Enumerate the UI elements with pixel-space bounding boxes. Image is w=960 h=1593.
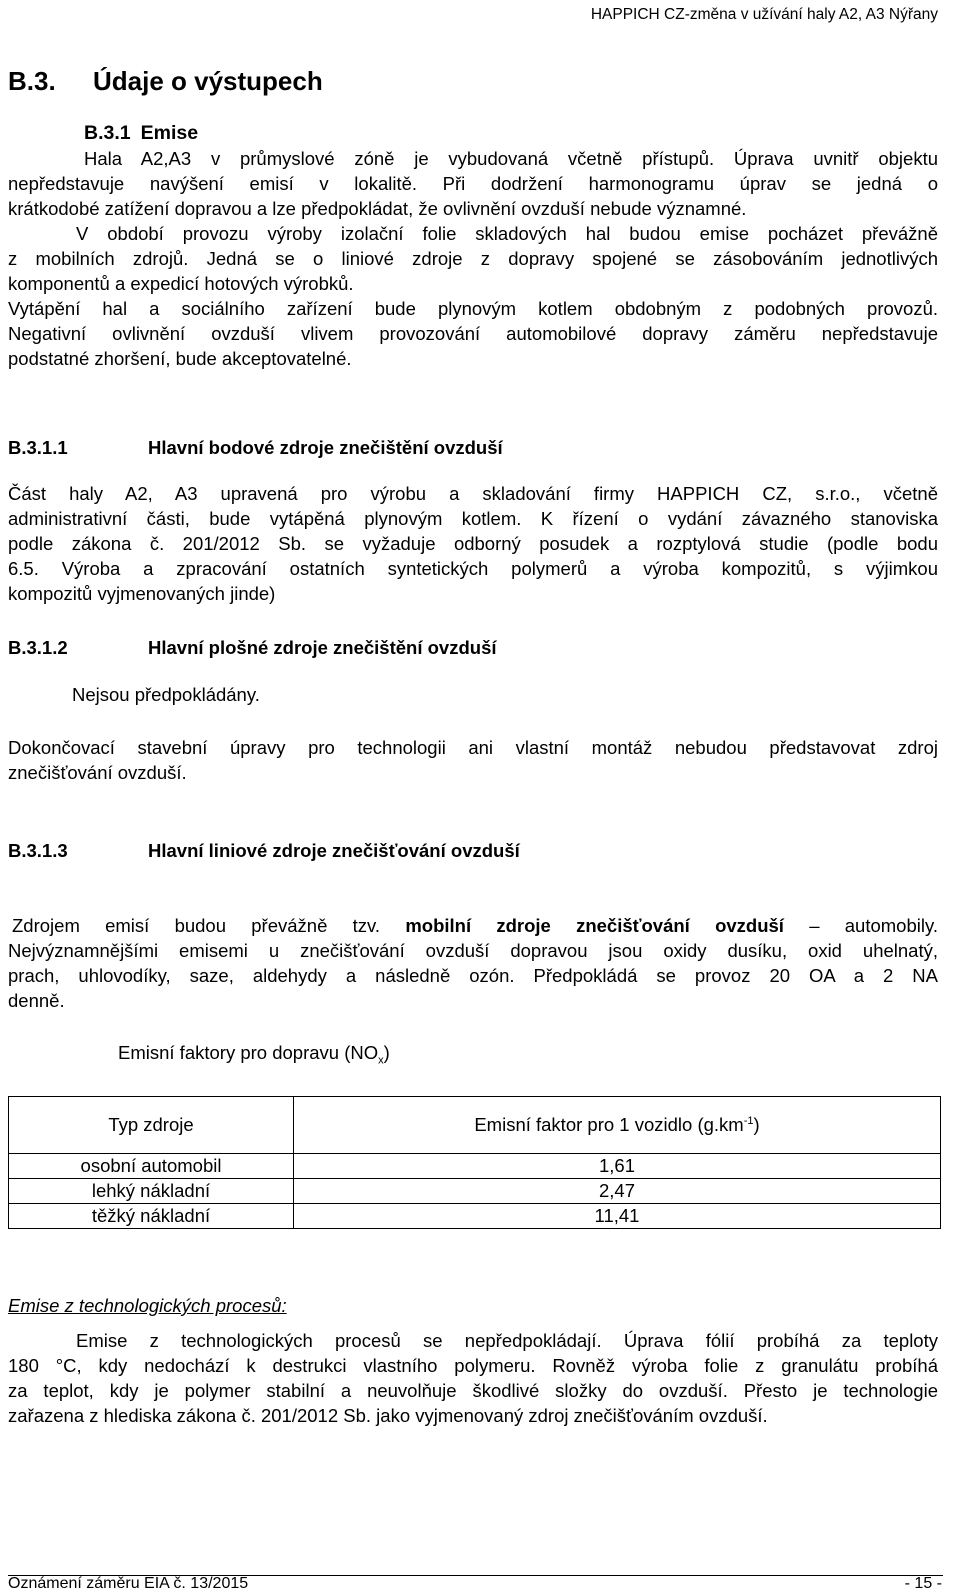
running-header: HAPPICH CZ-změna v užívání haly A2, A3 Nýřany [590, 6, 938, 23]
table-row [9, 1154, 941, 1179]
text-line: Negativní ovlivnění ovzduší vlivem provozování automobilové dopravy záměru nepředstavuje [8, 323, 938, 344]
text-line: prach, uhlovodíky, saze, aldehydy a následně ozón. Předpokládá se provoz 20 OA a 2 NA [8, 965, 938, 986]
text-line: komponentů a expedicí hotových výrobků. [8, 273, 354, 294]
table-caption [118, 1042, 390, 1067]
subsection-number: B.3.1 [84, 122, 131, 144]
subsection-heading [84, 122, 198, 145]
header-superscript: -1 [743, 1114, 754, 1127]
text-line: Část haly A2, A3 upravená pro výrobu a skladování firmy HAPPICH CZ, s.r.o., včetně [8, 483, 938, 504]
heading-number: B.3.1.2 [8, 637, 68, 658]
table-row [9, 1204, 941, 1229]
cell-type: lehký nákladní [9, 1179, 294, 1204]
footer-page-number: - 15 - [904, 1575, 942, 1592]
heading-title: Hlavní bodové zdroje znečištění ovzduší [148, 437, 503, 458]
text-line: nepředstavuje navýšení emisí v lokalitě. Při dodržení harmonogramu úprav se jedná o [8, 173, 938, 194]
intro-paragraph [8, 146, 938, 371]
caption-subscript: x [378, 1054, 384, 1067]
area-sources-note: Nejsou předpokládány. [72, 684, 260, 705]
text-line: kompozitů vyjmenovaných jinde) [8, 583, 276, 604]
table-header-row [9, 1097, 941, 1154]
heading-number: B.3.1.1 [8, 437, 68, 458]
text-line: Vytápění hal a sociálního zařízení bude plynovým kotlem obdobným z podobných provozů. [8, 298, 938, 319]
paragraph-line-sources [8, 913, 938, 1013]
section-number: B.3. [8, 66, 56, 96]
footer-document-id: Oznámení záměru EIA č. 13/2015 [8, 1575, 249, 1592]
cell-factor: 2,47 [294, 1179, 941, 1204]
text-line: Dokončovací stavební úpravy pro technologii ani vlastní montáž nebudou představovat zdroj [8, 737, 938, 758]
text-line: za teplot, kdy je polymer stabilní a neuvolňuje škodlivé složky do ovzduší. Přesto je technologie [8, 1380, 938, 1401]
cell-factor: 11,41 [294, 1204, 941, 1229]
heading-b3-1-2 [8, 637, 497, 659]
text-line: Emise z technologických procesů se nepředpokládají. Úprava fólií probíhá za teploty [76, 1330, 938, 1351]
column-header-factor [294, 1097, 941, 1154]
cell-type: těžký nákladní [9, 1204, 294, 1229]
heading-b3-1-1 [8, 437, 503, 459]
text-line: z mobilních zdrojů. Jedná se o liniové zdroje z dopravy spojené se zásobováním jednotlivých [8, 248, 938, 269]
caption-text-end: ) [383, 1042, 390, 1063]
tech-emissions-heading: Emise z technologických procesů: [8, 1295, 287, 1316]
header-text: Emisní faktor pro 1 vozidlo (g.km [474, 1114, 744, 1135]
header-text-end: ) [753, 1114, 760, 1135]
text-line: administrativní části, bude vytápěná plynovým kotlem. K řízení o vydání závazného stanoviska [8, 508, 938, 529]
text-line [8, 913, 938, 938]
section-heading [8, 66, 323, 97]
subsection-title: Emise [140, 122, 199, 144]
paragraph-area-sources [8, 735, 938, 785]
table-row [9, 1179, 941, 1204]
text-line: podle zákona č. 201/2012 Sb. se vyžaduje odborný posudek a rozptylová studie (podle bodu [8, 533, 938, 554]
text-line: Hala A2,A3 v průmyslové zóně je vybudovaná včetně přístupů. Úprava uvnitř objektu [84, 148, 938, 169]
bold-run: mobilní zdroje znečišťování ovzduší [405, 915, 784, 936]
cell-factor: 1,61 [294, 1154, 941, 1179]
text-line: zařazena z hlediska zákona č. 201/2012 Sb. jako vyjmenovaný zdroj znečišťováním ovzduší. [8, 1405, 768, 1426]
heading-b3-1-3 [8, 840, 520, 862]
text-run: Zdrojem emisí budou převážně tzv. [12, 915, 406, 936]
heading-title: Hlavní liniové zdroje znečišťování ovzduší [148, 840, 520, 861]
text-line: znečišťování ovzduší. [8, 762, 187, 783]
text-line: Nejvýznamnějšími emisemi u znečišťování ovzduší dopravou jsou oxidy dusíku, oxid uhelnatý, [8, 940, 938, 961]
section-title: Údaje o výstupech [93, 66, 323, 96]
paragraph-tech-emissions [8, 1328, 938, 1428]
heading-number: B.3.1.3 [8, 840, 68, 861]
text-run: – automobily. [783, 915, 938, 936]
emission-factors-table [8, 1096, 941, 1229]
text-line: krátkodobé zatížení dopravou a lze předpokládat, že ovlivnění ovzduší nebude významné. [8, 198, 747, 219]
text-line: V období provozu výroby izolační folie skladových hal budou emise pocházet převážně [76, 223, 938, 244]
text-line: podstatné zhoršení, bude akceptovatelné. [8, 348, 352, 369]
text-line: 180 °C, kdy nedochází k destrukci vlastního polymeru. Rovněž výroba folie z granulátu probíhá [8, 1355, 938, 1376]
text-line: denně. [8, 990, 65, 1011]
caption-text: Emisní faktory pro dopravu (NO [118, 1042, 379, 1063]
heading-title: Hlavní plošné zdroje znečištění ovzduší [148, 637, 497, 658]
column-header-type: Typ zdroje [9, 1097, 294, 1154]
text-line: 6.5. Výroba a zpracování ostatních syntetických polymerů a výroba kompozitů, s výjimkou [8, 558, 938, 579]
paragraph-point-sources [8, 481, 938, 606]
cell-type: osobní automobil [9, 1154, 294, 1179]
